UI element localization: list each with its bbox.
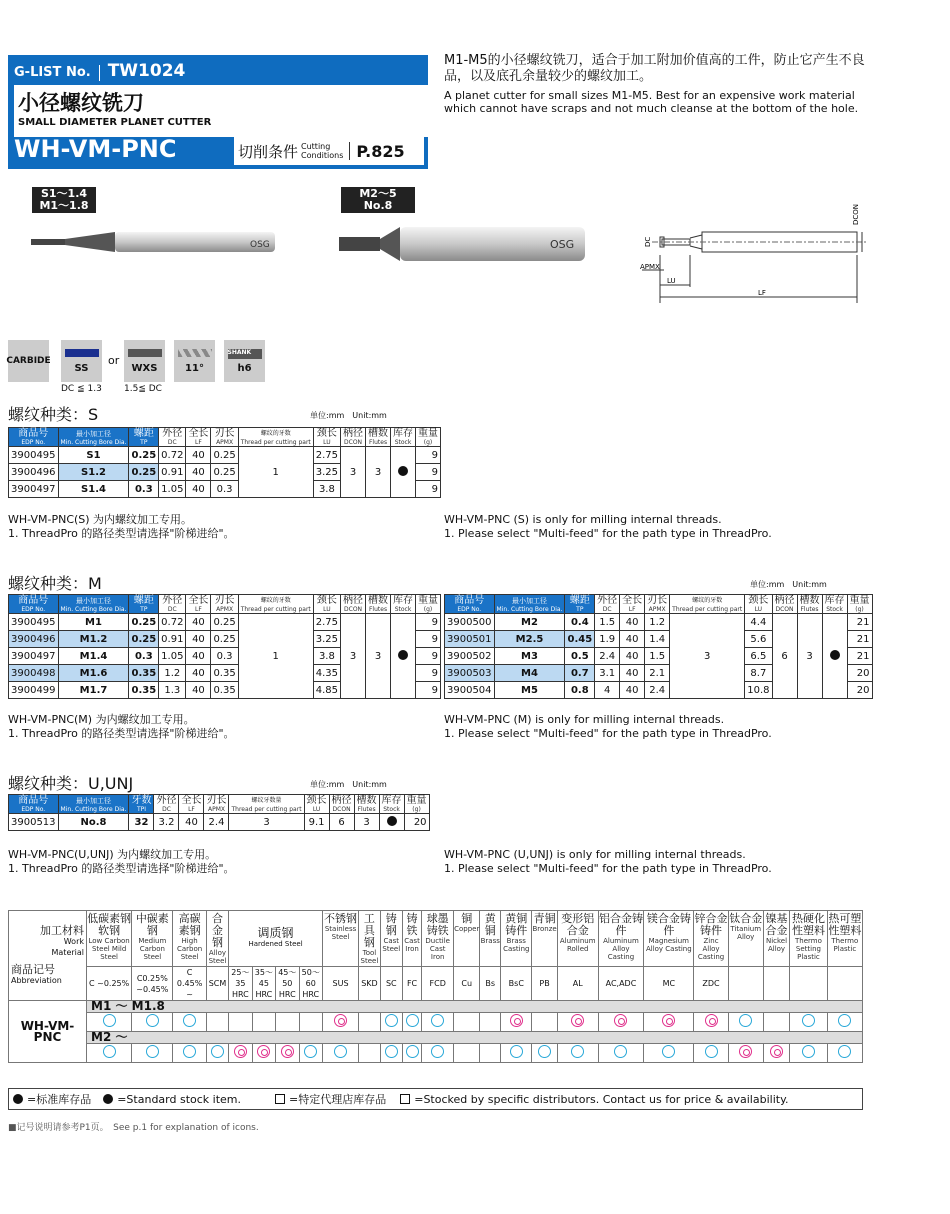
unit-label-u: 单位:mm Unit:mm: [310, 780, 387, 789]
size-tag-large: M2～5 No.8: [341, 187, 415, 213]
suitability-cell: [557, 1013, 598, 1032]
best-suited-icon: [281, 1045, 294, 1058]
suitable-icon: [662, 1045, 675, 1058]
material-abbr: ZDC: [694, 967, 728, 1001]
suitability-cell: [132, 1013, 173, 1032]
material-header: 钛合金 Titanium Alloy: [728, 911, 763, 967]
suitability-cell: [694, 1044, 728, 1063]
dimension-diagram: [632, 195, 872, 310]
material-header: 热可塑性塑料 Thermo Plastic: [827, 911, 862, 967]
table-m-large: [444, 594, 873, 699]
suitability-cell: [454, 1013, 480, 1032]
suitable-icon: [103, 1014, 116, 1027]
table-row: 3900498 M1.6 0.35 1.2 40 0.35 4.35 9: [9, 665, 441, 682]
suitability-cell: [532, 1013, 557, 1032]
suitable-icon: [431, 1014, 444, 1027]
material-abbr: SKD: [359, 967, 381, 1001]
table-row: 3900504 M5 0.8 4 40 2.4 10.8 20: [445, 682, 873, 699]
cutting-conditions-link[interactable]: [234, 137, 424, 165]
suitability-cell: [454, 1044, 480, 1063]
material-corner: 加工材料 Work Material 商品记号 Abbreviation: [9, 911, 87, 1001]
suitability-cell: [173, 1044, 206, 1063]
suitability-cell: [323, 1013, 359, 1032]
material-header: 不锈钢 Stainless Steel: [323, 911, 359, 967]
suitability-cell: [501, 1013, 532, 1032]
material-header: 中碳素钢 Medium Carbon Steel: [132, 911, 173, 967]
best-suited-icon: [739, 1045, 752, 1058]
cond-page: P.825: [356, 141, 405, 161]
best-suited-icon: [510, 1014, 523, 1027]
material-header: 锌合金铸件 Zinc Alloy Casting: [694, 911, 728, 967]
material-abbr: Bs: [480, 967, 501, 1001]
suitable-icon: [431, 1045, 444, 1058]
best-suited-icon: [334, 1014, 347, 1027]
apmx-label: APMX: [640, 263, 660, 271]
material-abbr: SC: [380, 967, 402, 1001]
table-row: 3900502 M3 0.5 2.4 40 1.5 6.5 21: [445, 648, 873, 665]
suitability-cell: [422, 1013, 454, 1032]
suitable-icon: [838, 1014, 851, 1027]
section-title-u: 螺纹种类：U,UNJ: [8, 774, 134, 793]
model-name: WH-VM-PNC: [14, 135, 177, 163]
suitable-icon: [406, 1014, 419, 1027]
material-abbr: Cu: [454, 967, 480, 1001]
material-header: 低碳素钢 软钢 Low Carbon Steel Mild Steel: [87, 911, 132, 967]
material-abbr: 50～60 HRC: [299, 967, 322, 1001]
suitability-cell: [402, 1044, 421, 1063]
glist-number: TW1024: [107, 61, 186, 81]
suitability-cell: [501, 1044, 532, 1063]
suitable-icon: [334, 1045, 347, 1058]
table-s: [8, 427, 441, 498]
row-label-m2: M2 ～: [87, 1032, 863, 1044]
suitability-cell: [827, 1013, 862, 1032]
suitability-cell: [598, 1044, 644, 1063]
table-row: 3900495 S1 0.25 0.72 40 0.25 1 2.75 3 3 9: [9, 447, 441, 464]
stock-dot: [387, 816, 397, 826]
svg-text:OSG: OSG: [250, 240, 270, 250]
suitable-icon: [614, 1045, 627, 1058]
suitability-cell: [557, 1044, 598, 1063]
stock-legend: =标准库存品 =Standard stock item. =特定代理店库存品 =Stocked by specific distributors. Contact us for price & availability.: [8, 1088, 863, 1110]
best-suited-icon: [571, 1014, 584, 1027]
material-abbr: [763, 967, 789, 1001]
note-m-en: WH-VM-PNC (M) is only for milling internal threads. 1. Please select "Multi-feed" for the path type in ThreadPro.: [444, 713, 772, 740]
suitability-cell: [827, 1044, 862, 1063]
table-row: 3900496 M1.2 0.25 0.91 40 0.25 3.25 9: [9, 631, 441, 648]
stock-dot: [830, 650, 840, 660]
suitability-cell: [728, 1013, 763, 1032]
suitable-icon: [510, 1045, 523, 1058]
material-abbr: C ~0.25%: [87, 967, 132, 1001]
best-suited-icon: [705, 1014, 718, 1027]
best-suited-icon: [662, 1014, 675, 1027]
glist-label: G-LIST No.: [14, 65, 91, 80]
suitability-cell: [422, 1044, 454, 1063]
product-name-en: SMALL DIAMETER PLANET CUTTER: [18, 117, 212, 128]
suitability-cell: [402, 1013, 421, 1032]
suitable-icon: [571, 1045, 584, 1058]
suitability-cell: [299, 1013, 322, 1032]
lf-label: LF: [758, 289, 766, 297]
table-header: 商品号 EDP No. 最小加工径 Min. Cutting Bore Dia. 牙数 TPI 外径 DC 全长 LF 刃长 APMX 螺纹牙数量 Thread per cutting part 颈长 LU 柄径 DCON 槽数 Flutes 库存 Stock 重量 (g): [9, 795, 430, 814]
table-row: 3900503 M4 0.7 3.1 40 2.1 8.7 20: [445, 665, 873, 682]
material-header: 镍基合金 Nickel Alloy: [763, 911, 789, 967]
ss-condition: DC ≦ 1.3: [61, 384, 102, 394]
suitability-cell: [532, 1044, 557, 1063]
table-row: 3900501 M2.5 0.45 1.9 40 1.4 5.6 21: [445, 631, 873, 648]
material-header: 球墨铸铁 Ductile Cast Iron: [422, 911, 454, 967]
large-cutter-image: [335, 222, 595, 267]
suitability-cell: [252, 1044, 275, 1063]
material-abbr: [728, 967, 763, 1001]
material-header: 热硬化性塑料 Thermo Setting Plastic: [790, 911, 828, 967]
suitability-cell: [380, 1044, 402, 1063]
material-header: 铜 Copper: [454, 911, 480, 967]
table-m-small: [8, 594, 441, 699]
shank-tolerance-icon: SHANK h6: [224, 340, 265, 382]
dcon-label: DCON: [852, 203, 860, 225]
material-header: 青铜 Bronze: [532, 911, 557, 967]
material-abbr: SUS: [323, 967, 359, 1001]
material-abbr: BsC: [501, 967, 532, 1001]
stock-dot: [398, 466, 408, 476]
suitability-cell: [132, 1044, 173, 1063]
helix-angle-icon: 11°: [174, 340, 215, 382]
suitability-cell: [694, 1013, 728, 1032]
table-header: 商品号 EDP No. 最小加工径 Min. Cutting Bore Dia. 螺距 TP 外径 DC 全长 LF 刃长 APMX 螺纹的牙数 Thread per cutting part 颈长 LU 柄径 DCON 槽数 Flutes 库存 Stock 重量 (g): [445, 595, 873, 614]
suitable-icon: [385, 1014, 398, 1027]
suitability-cell: [173, 1013, 206, 1032]
material-header: 高碳素钢 High Carbon Steel: [173, 911, 206, 967]
material-abbr: FCD: [422, 967, 454, 1001]
material-abbr: 35～45 HRC: [252, 967, 275, 1001]
material-header: 黄铜铸件 Brass Casting: [501, 911, 532, 967]
suitable-icon: [146, 1014, 159, 1027]
suitability-cell: [790, 1013, 828, 1032]
material-abbr: AC,ADC: [598, 967, 644, 1001]
section-title-m: 螺纹种类：M: [8, 574, 102, 593]
carbide-icon: CARBIDE: [8, 340, 49, 382]
material-header: 铸铁 Cast Iron: [402, 911, 421, 967]
or-label: or: [108, 354, 120, 367]
suitability-cell: [299, 1044, 322, 1063]
unit-label-s: 单位:mm Unit:mm: [310, 411, 387, 420]
table-header: 商品号 EDP No. 最小加工径 Min. Cutting Bore Dia. 螺距 TP 外径 DC 全长 LF 刃长 APMX 螺纹的牙数 Thread per cutting part 颈长 LU 柄径 DCON 槽数 Flutes 库存 Stock 重量 (g): [9, 595, 441, 614]
material-abbr: MC: [644, 967, 694, 1001]
material-abbr: C0.25% ~0.45%: [132, 967, 173, 1001]
suitability-cell: [644, 1044, 694, 1063]
suitability-cell: [359, 1044, 381, 1063]
svg-text:OSG: OSG: [550, 238, 575, 251]
material-header: 变形铝合金 Aluminum Rolled: [557, 911, 598, 967]
suitable-icon: [838, 1045, 851, 1058]
footer-note: ■记号说明请参考P1页。 See p.1 for explanation of icons.: [8, 1123, 259, 1133]
suitable-icon: [406, 1045, 419, 1058]
material-abbr: AL: [557, 967, 598, 1001]
suitability-cell: [87, 1013, 132, 1032]
description-jp: M1-M5的小径螺纹铣刀，适合于加工附加价值高的工件，防止它产生不良品，以及底孔余量较少的螺纹加工。: [444, 53, 865, 84]
material-header: 黄铜 Brass: [480, 911, 501, 967]
suitability-cell: [229, 1013, 252, 1032]
ss-coating-icon: SS: [61, 340, 102, 382]
material-header: 铸钢 Cast Steel: [380, 911, 402, 967]
suitability-cell: [598, 1013, 644, 1032]
lu-label: LU: [667, 277, 676, 285]
suitability-cell: [644, 1013, 694, 1032]
best-suited-icon: [614, 1014, 627, 1027]
dc-label: DC: [644, 236, 652, 247]
suitability-cell: [728, 1044, 763, 1063]
model-label: WH-VM-PNC: [9, 1001, 87, 1063]
suitable-icon: [802, 1014, 815, 1027]
table-row: 3900497 S1.4 0.3 1.05 40 0.3 3.8 9: [9, 481, 441, 498]
table-row: 3900495 M1 0.25 0.72 40 0.25 1 2.75 3 3 9: [9, 614, 441, 631]
table-row: 3900496 S1.2 0.25 0.91 40 0.25 3.25 9: [9, 464, 441, 481]
small-cutter-image: [25, 222, 285, 262]
name-box: [14, 85, 428, 137]
suitable-icon: [385, 1045, 398, 1058]
material-abbr: [790, 967, 828, 1001]
material-abbr: C 0.45% ~: [173, 967, 206, 1001]
suitable-icon: [739, 1014, 752, 1027]
suitability-cell: [276, 1013, 299, 1032]
best-suited-icon: [257, 1045, 270, 1058]
suitable-icon: [183, 1014, 196, 1027]
material-table: [8, 910, 863, 1063]
suitable-icon: [103, 1045, 116, 1058]
suitability-cell: [206, 1044, 228, 1063]
suitable-icon: [705, 1045, 718, 1058]
suitable-icon: [802, 1045, 815, 1058]
table-row: 3900500 M2 0.4 1.5 40 1.2 3 4.4 6 3 21: [445, 614, 873, 631]
best-suited-icon: [234, 1045, 247, 1058]
material-abbr: FC: [402, 967, 421, 1001]
stock-dot: [398, 650, 408, 660]
suitability-cell: [276, 1044, 299, 1063]
note-m-jp: WH-VM-PNC(M) 为内螺纹加工专用。 1. ThreadPro 的路径类型请选择"阶梯进给"。: [8, 713, 235, 740]
suitability-cell: [480, 1013, 501, 1032]
suitability-cell: [87, 1044, 132, 1063]
wxs-condition: 1.5≦ DC: [124, 384, 162, 394]
description-en: A planet cutter for small sizes M1-M5. Best for an expensive work material which cannot have scraps and not much cleanse at the bottom of the hole.: [444, 89, 859, 115]
suitability-cell: [252, 1013, 275, 1032]
suitability-cell: [790, 1044, 828, 1063]
material-header: 铝合金铸件 Aluminum Alloy Casting: [598, 911, 644, 967]
material-header: 镁合金铸件 Magnesium Alloy Casting: [644, 911, 694, 967]
row-label-m1: M1 ～ M1.8: [87, 1001, 863, 1013]
note-s-en: WH-VM-PNC (S) is only for milling internal threads. 1. Please select "Multi-feed" for the path type in ThreadPro.: [444, 513, 772, 540]
material-header: 工具钢 Tool Steel: [360, 912, 379, 965]
size-tag-small: S1～1.4 M1～1.8: [32, 187, 96, 213]
suitability-cell: [206, 1013, 228, 1032]
table-row: 3900499 M1.7 0.35 1.3 40 0.35 4.85 9: [9, 682, 441, 699]
suitable-icon: [183, 1045, 196, 1058]
suitability-cell: [229, 1044, 252, 1063]
suitability-cell: [763, 1013, 789, 1032]
best-suited-icon: [770, 1045, 783, 1058]
cond-en: Cutting Conditions: [301, 142, 344, 160]
section-title-s: 螺纹种类：S: [8, 405, 99, 424]
material-abbr: [827, 967, 862, 1001]
cond-jp: 切削条件: [238, 142, 299, 161]
suitable-icon: [146, 1045, 159, 1058]
table-header: 商品号 EDP No. 最小加工径 Min. Cutting Bore Dia. 螺距 TP 外径 DC 全长 LF 刃长 APMX 螺纹的牙数 Thread per cutting part 颈长 LU 柄径 DCON 槽数 Flutes 库存 Stock 重量 (g): [9, 428, 441, 447]
note-u-jp: WH-VM-PNC(U,UNJ) 为内螺纹加工专用。 1. ThreadPro 的路径类型请选择"阶梯进给"。: [8, 848, 235, 875]
suitability-cell: [763, 1044, 789, 1063]
suitability-cell: [359, 1013, 381, 1032]
note-s-jp: WH-VM-PNC(S) 为内螺纹加工专用。 1. ThreadPro 的路径类型请选择"阶梯进给"。: [8, 513, 235, 540]
suitability-cell: [323, 1044, 359, 1063]
suitable-icon: [538, 1045, 551, 1058]
material-abbr: 25～35 HRC: [229, 967, 252, 1001]
table-u: [8, 794, 430, 831]
material-header: 合金钢 Alloy Steel: [206, 911, 228, 967]
suitability-cell: [380, 1013, 402, 1032]
material-header-hardened: 调质钢 Hardened Steel: [229, 911, 323, 967]
wxs-coating-icon: WXS: [124, 340, 165, 382]
glist: [14, 61, 185, 81]
material-abbr: 45～50 HRC: [276, 967, 299, 1001]
material-abbr: SCM: [206, 967, 228, 1001]
suitable-icon: [211, 1045, 224, 1058]
header-block: [8, 55, 428, 169]
suitable-icon: [304, 1045, 317, 1058]
table-row: 3900513 No.8 32 3.2 40 2.4 3 9.1 6 3 20: [9, 814, 430, 831]
product-name-jp: 小径螺纹铣刀: [18, 91, 144, 115]
material-abbr: PB: [532, 967, 557, 1001]
suitability-cell: [480, 1044, 501, 1063]
note-u-en: WH-VM-PNC (U,UNJ) is only for milling internal threads. 1. Please select "Multi-feed" for the path type in ThreadPro.: [444, 848, 772, 875]
unit-label-m: 单位:mm Unit:mm: [750, 580, 827, 589]
table-row: 3900497 M1.4 0.3 1.05 40 0.3 3.8 9: [9, 648, 441, 665]
